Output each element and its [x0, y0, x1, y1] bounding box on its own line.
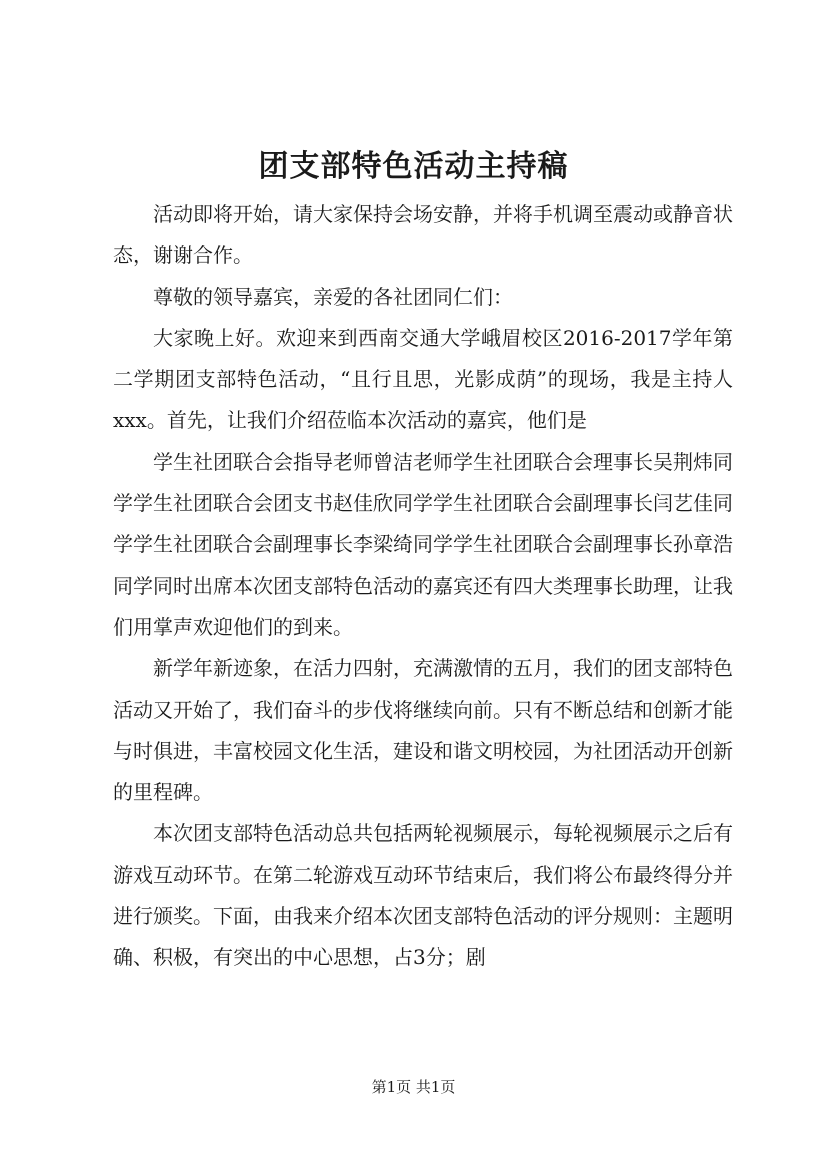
- page-number-footer: 第1页 共1页: [371, 1078, 456, 1096]
- paragraph-welcome: 大家晚上好。欢迎来到西南交通大学峨眉校区2016-2017学年第二学期团支部特色活动，“且行且思，光影成荫”的现场，我是主持人xxx。首先，让我们介绍莅临本次活动的嘉宾，他们是: [113, 325, 733, 433]
- document-title: 团支部特色活动主持稿: [258, 149, 569, 184]
- paragraph-guests: 学生社团联合会指导老师曾洁老师学生社团联合会理事长吴荆炜同学学生社团联合会团支书赵佳欣同学学生社团联合会副理事长闫艺佳同学学生社团联合会副理事长李梁绮同学学生社团联合会副理事长孙章浩同学同时出席本次团支部特色活动的嘉宾还有四大类理事长助理，让我们用掌声欢迎他们的到来。: [113, 449, 733, 639]
- paragraph-new-year: 新学年新迹象，在活力四射，充满激情的五月，我们的团支部特色活动又开始了，我们奋斗的步伐将继续向前。只有不断总结和创新才能与时俱进，丰富校园文化生活，建设和谐文明校园，为社团活动开创新的里程碑。: [113, 656, 733, 805]
- paragraph-notice: 活动即将开始，请大家保持会场安静，并将手机调至震动或静音状态，谢谢合作。: [113, 202, 733, 268]
- document-body: [113, 194, 733, 979]
- paragraph-greeting: 尊敬的领导嘉宾，亲爱的各社团同仁们：: [153, 284, 513, 309]
- paragraph-rules: 本次团支部特色活动总共包括两轮视频展示，每轮视频展示之后有游戏互动环节。在第二轮游戏互动环节结束后，我们将公布最终得分并进行颁奖。下面，由我来介绍本次团支部特色活动的评分规则：主题明确、积极，有突出的中心思想，占3分；剧: [113, 821, 733, 970]
